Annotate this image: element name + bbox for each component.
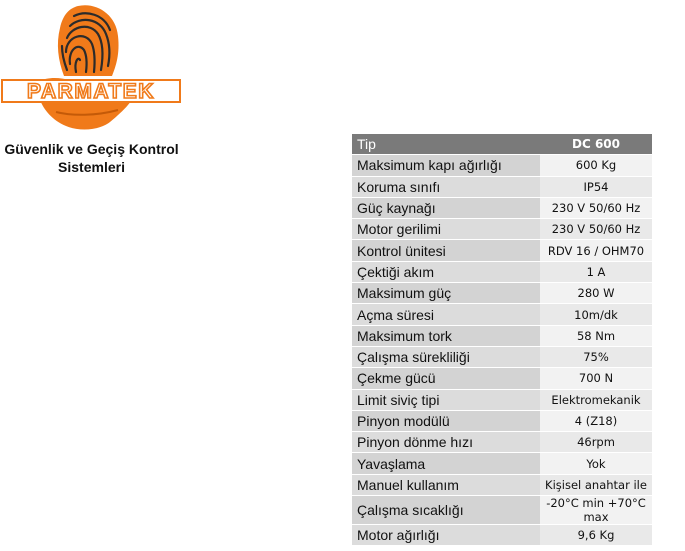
spec-key: Motor ağırlığı: [352, 525, 540, 546]
table-row: [352, 410, 652, 431]
spec-value: 230 V 50/60 Hz: [540, 219, 652, 240]
spec-key: Güç kaynağı: [352, 197, 540, 218]
subtitle-line-2: Sistemleri: [58, 159, 125, 175]
fingerprint-icon: [34, 5, 137, 129]
spec-key: Manuel kullanım: [352, 474, 540, 495]
logo-area: [0, 0, 183, 180]
spec-value: 700 N: [540, 368, 652, 389]
spec-value: 9,6 Kg: [540, 525, 652, 546]
spec-key: Kontrol ünitesi: [352, 240, 540, 261]
spec-value: Elektromekanik: [540, 389, 652, 410]
table-row: [352, 304, 652, 325]
spec-key: Çekme gücü: [352, 368, 540, 389]
spec-value: 280 W: [540, 283, 652, 304]
table-row: [352, 453, 652, 474]
spec-key: Çalışma sıcaklığı: [352, 496, 540, 525]
table-header-row: [352, 134, 652, 155]
spec-value: Kişisel anahtar ile: [540, 474, 652, 495]
spec-value: 46rpm: [540, 432, 652, 453]
table-row: [352, 346, 652, 367]
table-row: [352, 219, 652, 240]
spec-key: Limit siviç tipi: [352, 389, 540, 410]
subtitle-line-1: Güvenlik ve Geçiş Kontrol: [4, 141, 179, 157]
brand-name: PARMATEK: [27, 80, 155, 103]
spec-table: [352, 134, 652, 546]
spec-value: 600 Kg: [540, 155, 652, 176]
spec-key: Maksimum kapı ağırlığı: [352, 155, 540, 176]
table-row: [352, 283, 652, 304]
spec-key: Koruma sınıfı: [352, 176, 540, 197]
spec-key: Maksimum tork: [352, 325, 540, 346]
table-row: [352, 525, 652, 546]
spec-key: Maksimum güç: [352, 283, 540, 304]
spec-value: 1 A: [540, 261, 652, 282]
table-row: [352, 176, 652, 197]
table-row: [352, 240, 652, 261]
table-row: [352, 474, 652, 495]
table-row: [352, 197, 652, 218]
spec-key: Açma süresi: [352, 304, 540, 325]
header-value: DC 600: [540, 134, 652, 155]
spec-value: 230 V 50/60 Hz: [540, 197, 652, 218]
spec-value: Yok: [540, 453, 652, 474]
spec-value: -20°C min +70°C max: [540, 496, 652, 525]
spec-value: IP54: [540, 176, 652, 197]
spec-key: Pinyon dönme hızı: [352, 432, 540, 453]
company-subtitle: [0, 140, 183, 176]
table-row: [352, 389, 652, 410]
spec-key: Pinyon modülü: [352, 410, 540, 431]
parmatek-logo: [0, 0, 183, 140]
spec-value: 75%: [540, 346, 652, 367]
spec-key: Çalışma sürekliliği: [352, 346, 540, 367]
table-row: [352, 368, 652, 389]
header-key: Tip: [352, 134, 540, 155]
table-row: [352, 261, 652, 282]
spec-value: RDV 16 / OHM70: [540, 240, 652, 261]
spec-key: Motor gerilimi: [352, 219, 540, 240]
spec-value: 58 Nm: [540, 325, 652, 346]
spec-key: Yavaşlama: [352, 453, 540, 474]
table-row: [352, 432, 652, 453]
spec-value: 4 (Z18): [540, 410, 652, 431]
spec-value: 10m/dk: [540, 304, 652, 325]
table-row: [352, 155, 652, 176]
table-row: [352, 325, 652, 346]
table-row: [352, 496, 652, 525]
spec-key: Çektiği akım: [352, 261, 540, 282]
